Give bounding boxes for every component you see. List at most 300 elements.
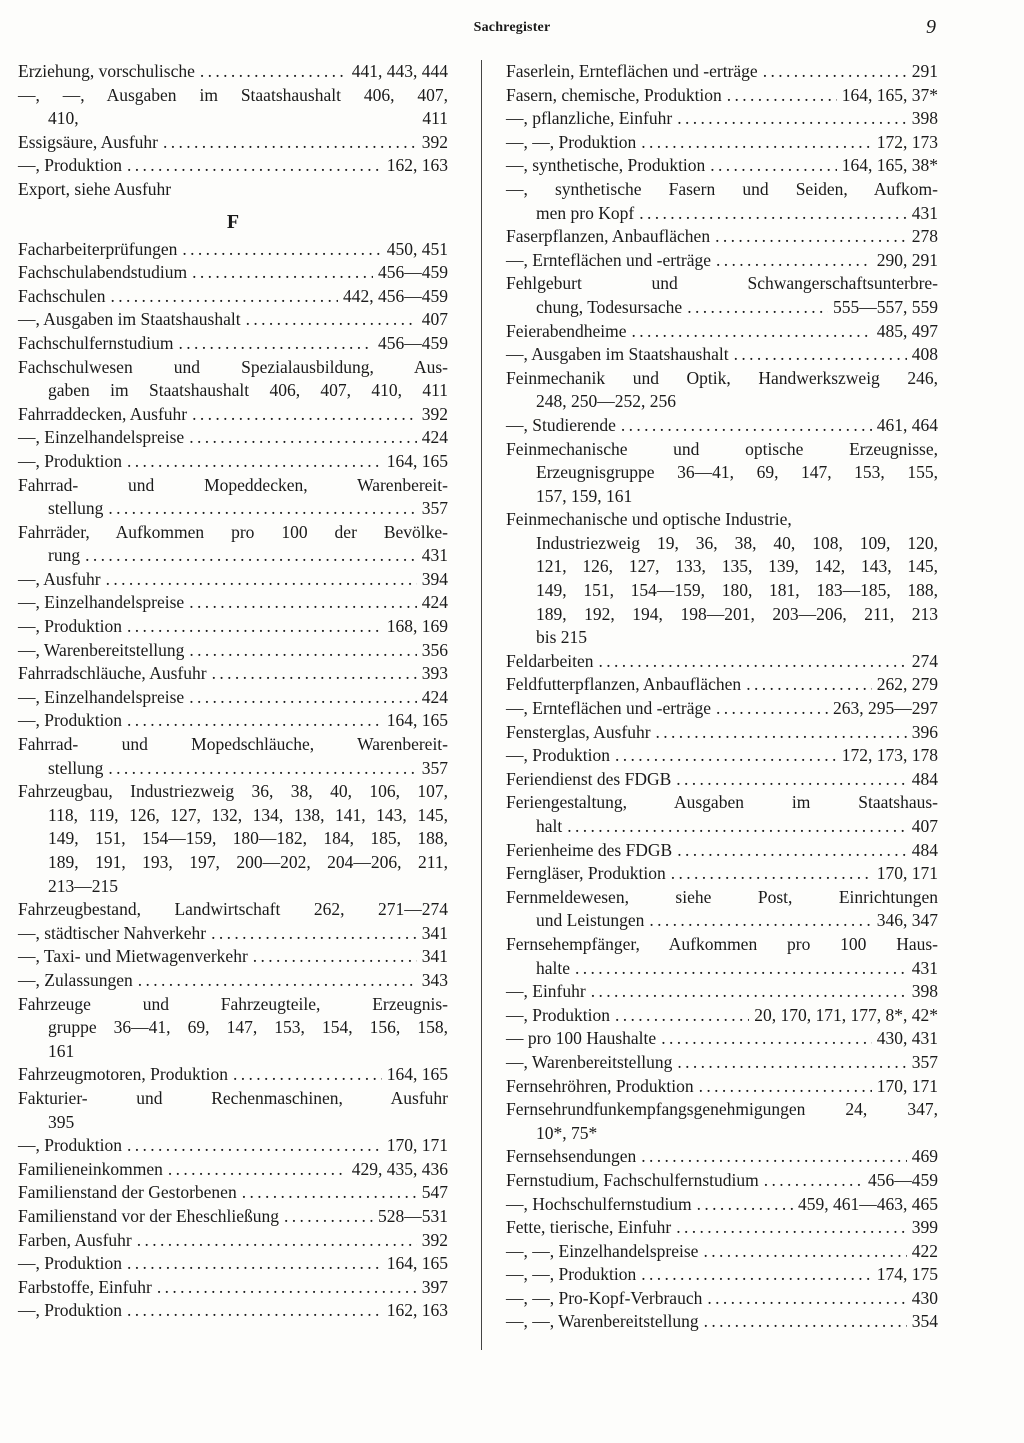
dot-leader [671,862,872,886]
page-refs: 170, 171 [386,1135,448,1156]
page-refs: 430 [911,1287,938,1308]
column-divider [481,60,482,1350]
page-refs: 164, 165 [386,1253,448,1274]
dot-leader [677,1051,906,1075]
index-term: stellung [48,757,104,778]
index-entry-line: 248, 250—252, 256 [536,391,676,412]
index-entry [506,839,938,863]
index-entry [506,1051,938,1075]
index-entry [506,957,938,981]
index-entry-line: Fahrrad- und Mopedschläuche, Warenbereit- [18,734,448,755]
page-refs: 346, 347 [876,910,938,931]
index-term: —, Hochschulfernstudium [506,1193,692,1214]
index-term: Feriendienst des FDGB [506,768,672,789]
page-refs: 397 [421,1276,448,1297]
page-refs: 485, 497 [876,320,938,341]
page-refs: 528—531 [378,1205,448,1226]
index-entry [18,686,448,710]
index-entry-line: Industriezweig 19, 36, 38, 40, 108, 109, 120, [536,532,938,553]
index-entry [18,1252,448,1276]
index-term: halt [536,816,563,836]
index-entry-line: 10*, 75* [536,1122,598,1143]
index-term: Fernstudium, Fachschulfernstudium [506,1169,759,1190]
index-entry-line: Fachschulwesen und Spezialausbildung, Aus- [18,356,448,377]
index-term: —, Ernteflächen und -erträge [506,249,712,270]
index-term: chung, Todesursache [536,296,683,317]
page-refs: 431 [911,202,938,223]
page-refs: 162, 163 [386,1300,448,1321]
index-entry [18,450,448,474]
page-refs: 174, 175 [876,1264,938,1285]
page-refs: 555—557, 559 [833,296,938,317]
dot-leader [246,308,417,332]
index-term: Fahrraddecken, Ausfuhr [18,403,188,424]
dot-leader [163,131,417,155]
page-refs: 484 [911,768,938,789]
index-entry [18,308,448,332]
index-term: Ferngläser, Produktion [506,863,666,884]
dot-leader [127,154,382,178]
index-term: —, Produktion [506,745,611,766]
index-entry [506,1145,938,1169]
page-refs: 396 [911,721,938,742]
index-term: —, Einfuhr [506,981,586,1002]
dot-leader [192,403,417,427]
index-term: Facharbeiterprüfungen [18,238,178,259]
page-refs: 484 [911,839,938,860]
index-entry-line: Fahrräder, Aufkommen pro 100 der Bevölke- [18,521,448,542]
page-refs: 424 [421,686,448,707]
index-entry [18,1063,448,1087]
index-entry [506,1004,938,1028]
index-entry [506,1310,938,1334]
index-term: —, —, Pro-Kopf-Verbrauch [506,1287,703,1308]
index-term: Fahrradschläuche, Ausfuhr [18,663,207,684]
index-entry [506,1287,938,1311]
index-term: Feldfutterpflanzen, Anbauflächen [506,674,742,695]
index-entry [506,768,938,792]
index-term: Fensterglas, Ausfuhr [506,721,651,742]
page-refs: 407 [421,309,448,330]
index-entry [506,1240,938,1264]
index-entry-line: 189, 192, 194, 198—201, 203—206, 211, 213 [536,603,938,624]
index-entry-line: Fahrzeugbau, Industriezweig 36, 38, 40, 106, 107, [18,781,448,802]
dot-leader [189,591,417,615]
dot-leader [212,662,417,686]
page-refs: 262, 279 [876,674,938,695]
dot-leader [727,84,837,108]
index-entry-line: Fahrrad- und Mopeddecken, Warenbereit- [18,474,448,495]
index-column-right [506,60,938,1334]
index-entry-line: bis 215 [536,627,588,648]
index-term: Ferienheime des FDGB [506,839,673,860]
dot-leader [127,450,382,474]
index-term: Familieneinkommen [18,1158,163,1179]
page-refs: 399 [911,1217,938,1238]
index-entry-line: Export, siehe Ausfuhr [18,178,172,199]
index-entry [18,426,448,450]
index-entry-line: 157, 159, 161 [536,485,633,506]
index-entry [506,1075,938,1099]
page-refs: 164, 165 [386,1064,448,1085]
index-term: Fette, tierische, Einfuhr [506,1217,672,1238]
dot-leader [211,922,417,946]
page-refs: 431 [421,545,448,566]
index-entry [18,131,448,155]
dot-leader [677,107,907,131]
index-term: —, Produktion [18,1253,123,1274]
index-entry [18,639,448,663]
index-term: rung [48,545,81,566]
page-refs: 459, 461—463, 465 [798,1193,938,1214]
index-entry-line: 118, 119, 126, 127, 132, 134, 138, 141, 143, 145, [48,804,448,825]
dot-leader [138,969,417,993]
dot-leader [764,1169,863,1193]
index-entry [18,261,448,285]
index-entry [18,945,448,969]
index-entry [18,709,448,733]
index-term: —, Produktion [18,450,123,471]
index-entry [506,1169,938,1193]
page-refs: 274 [911,650,938,671]
index-entry-line: Fakturier- und Rechenmaschinen, Ausfuhr [18,1087,448,1108]
index-entry-line: 213—215 [48,875,118,896]
dot-leader [615,1004,749,1028]
dot-leader [716,249,872,273]
index-entry [18,1205,448,1229]
index-term: —, Ausfuhr [18,568,101,589]
index-entry-line: Fehlgeburt und Schwangerschaftsunterbre- [506,273,938,294]
page-refs: 341 [421,922,448,943]
page-refs: 398 [911,108,938,129]
index-entry [506,84,938,108]
index-entry [506,909,938,933]
dot-leader [715,225,907,249]
index-term: Faserlein, Ernteflächen und -erträge [506,61,758,81]
dot-leader [734,343,907,367]
page-refs: 343 [421,969,448,990]
dot-leader [598,650,906,674]
dot-leader [85,544,417,568]
index-term: —, synthetische, Produktion [506,155,706,176]
index-entry [18,332,448,356]
index-entry [506,744,938,768]
dot-leader [703,1240,906,1264]
index-term: Fachschulabendstudium [18,262,188,283]
index-entry [506,225,938,249]
dot-leader [699,1075,872,1099]
page-refs: 278 [911,226,938,247]
page-refs: 429, 435, 436 [351,1158,448,1179]
index-entry [506,249,938,273]
index-entry-line: —, synthetische Fasern und Seiden, Aufkom- [506,178,938,199]
index-term: Farben, Ausfuhr [18,1229,132,1250]
index-term: —, Zulassungen [18,969,133,990]
index-entry [506,721,938,745]
index-entry [18,238,448,262]
page-refs: 456—459 [378,332,448,353]
dot-leader [575,957,907,981]
page-refs: 356 [421,639,448,660]
index-entry-line: gruppe 36—41, 69, 147, 153, 154, 156, 158, [48,1017,448,1038]
page-refs: 164, 165, 37* [841,84,938,105]
page-refs: 162, 163 [386,155,448,176]
index-term: Farbstoffe, Einfuhr [18,1276,152,1297]
index-entry-line: Fernmeldewesen, siehe Post, Einrichtungen [506,886,938,907]
index-term: —, —, Einzelhandelspreise [506,1240,699,1261]
page-refs: 291 [911,61,938,81]
page-refs: 357 [421,757,448,778]
dot-leader [649,909,871,933]
page-refs: 461, 464 [876,414,938,435]
dot-leader [127,1134,382,1158]
index-term: —, pflanzliche, Einfuhr [506,108,673,129]
page-refs: 20, 170, 171, 177, 8*, 42* [754,1004,938,1025]
index-entry [18,591,448,615]
index-entry [18,1276,448,1300]
index-term: —, —, Produktion [506,1264,637,1285]
index-entry-line: Erzeugnisgruppe 36—41, 69, 147, 153, 155, [536,462,938,483]
dot-leader [189,686,417,710]
page-refs: 170, 171 [876,1075,938,1096]
page-refs: 431 [911,957,938,978]
page-refs: 357 [911,1051,938,1072]
index-entry-line: 121, 126, 127, 133, 135, 139, 142, 143, 145, [536,556,938,577]
dot-leader [200,60,347,84]
page-refs: 407 [911,816,938,836]
index-term: Fahrzeugmotoren, Produktion [18,1064,228,1085]
index-entry [18,403,448,427]
index-term: —, Warenbereitstellung [506,1051,673,1072]
index-term: —, Ausgaben im Staatshaushalt [506,344,729,365]
index-term: Feierabendheime [506,320,627,341]
index-term: —, Einzelhandelspreise [18,592,185,613]
dot-leader [157,1276,417,1300]
dot-leader [697,1193,793,1217]
dot-leader [182,238,381,262]
index-term: —, Einzelhandelspreise [18,427,185,448]
dot-leader [192,261,373,285]
index-term: —, —, Warenbereitstellung [506,1311,699,1332]
index-entry [506,202,938,226]
dot-leader [127,709,382,733]
index-term: —, Produktion [18,616,123,637]
dot-leader [676,1216,907,1240]
index-term: Faserpflanzen, Anbauflächen [506,226,711,247]
dot-leader [127,1299,382,1323]
index-entry-line: Feinmechanische und optische Erzeugnisse, [506,438,938,459]
dot-leader [710,154,836,178]
page-refs: 172, 173, 178 [841,745,938,766]
running-title: Sachregister [473,20,551,35]
page-refs: 424 [421,592,448,613]
index-term: —, Produktion [18,155,123,176]
index-entry [18,922,448,946]
dot-leader [189,426,417,450]
page-refs: 450, 451 [386,238,448,259]
index-entry [506,862,938,886]
dot-leader [707,1287,906,1311]
index-term: stellung [48,498,104,519]
dot-leader [632,320,872,344]
index-term: —, Produktion [18,710,123,731]
dot-leader [591,980,907,1004]
dot-leader [179,332,373,356]
dot-leader [746,673,872,697]
index-entry-line: 149, 151, 154—159, 180, 181, 183—185, 188, [536,580,938,601]
page-refs: 456—459 [868,1169,938,1190]
page-refs: 469 [911,1146,938,1167]
dot-leader [639,202,907,226]
index-entry [18,1158,448,1182]
dot-leader [137,1229,417,1253]
page-refs: 164, 165 [386,450,448,471]
index-term: Fasern, chemische, Produktion [506,84,722,105]
page-refs: 263, 295—297 [833,698,938,719]
index-entry [506,980,938,1004]
index-entry [506,296,938,320]
index-term: Essigsäure, Ausfuhr [18,131,158,152]
dot-leader [677,839,907,863]
index-entry-line: Fernsehempfänger, Aufkommen pro 100 Haus- [506,933,938,954]
index-column-left [18,60,448,1323]
index-term: Familienstand vor der Eheschließung [18,1205,279,1226]
dot-leader [189,639,416,663]
dot-leader [615,744,837,768]
dot-leader [656,721,907,745]
index-entry [18,662,448,686]
index-term: und Leistungen [536,910,645,931]
index-entry [506,343,938,367]
page-refs: 170, 171 [876,863,938,884]
index-term: halte [536,957,571,978]
index-term: —, Taxi- und Mietwagenverkehr [18,946,248,967]
page-header [0,16,1024,42]
index-entry-line: Fernsehrundfunkempfangsgenehmigungen 24, 347, [506,1099,938,1120]
index-entry [506,414,938,438]
index-entry-line: 149, 151, 154—159, 180—182, 184, 185, 188, [48,828,448,849]
index-entry [506,1193,938,1217]
index-entry-line: Feinmechanische und optische Industrie, [506,509,792,530]
dot-leader [127,1252,382,1276]
dot-leader [621,414,872,438]
index-entry [506,107,938,131]
index-entry [506,320,938,344]
index-entry [18,568,448,592]
index-entry [18,497,448,521]
index-entry-line: —, —, Ausgaben im Staatshaushalt 406, 407, [18,84,448,105]
index-term: —, Studierende [506,414,616,435]
dot-leader [641,1263,871,1287]
page-number: 9 [926,16,936,38]
index-entry [18,615,448,639]
index-entry [506,697,938,721]
index-term: —, Produktion [506,1004,611,1025]
dot-leader [763,60,907,84]
page-refs: 422 [911,1240,938,1261]
page-refs: 172, 173 [876,131,938,152]
index-entry [18,1299,448,1323]
page-refs: 341 [421,946,448,967]
dot-leader [641,1145,906,1169]
index-entry [18,757,448,781]
index-term: —, —, Produktion [506,131,637,152]
index-entry-line: 189, 191, 193, 197, 200—202, 204—206, 211, [48,852,448,872]
dot-leader [108,757,416,781]
page-refs: 290, 291 [876,249,938,270]
index-entry [506,1027,938,1051]
index-term: —, Ernteflächen und -erträge [506,698,712,719]
index-entry-line: Feinmechanik und Optik, Handwerkszweig 246, [506,367,938,388]
page-refs: 357 [421,498,448,519]
page-refs: 456—459 [378,262,448,283]
index-entry [506,60,938,84]
dot-leader [687,296,828,320]
index-entry [18,60,448,84]
index-entry [18,285,448,309]
page-refs: 393 [421,663,448,684]
index-entry [506,131,938,155]
dot-leader [108,497,416,521]
dot-leader [716,697,828,721]
page-refs: 398 [911,981,938,1002]
index-entry [506,1216,938,1240]
page-refs: 430, 431 [876,1028,938,1049]
index-term: Fernsehröhren, Produktion [506,1075,694,1096]
index-entry-line: Fahrzeuge und Fahrzeugteile, Erzeugnis- [18,993,448,1014]
dot-leader [704,1310,907,1334]
index-entry-line: 410, 411 [48,108,448,129]
index-entry [18,154,448,178]
page-refs: 164, 165 [386,710,448,731]
dot-leader [253,945,417,969]
dot-leader [106,568,417,592]
index-entry [18,969,448,993]
index-entry [506,1263,938,1287]
index-term: Erziehung, vorschulische [18,61,195,81]
dot-leader [284,1205,373,1229]
index-term: —, Einzelhandelspreise [18,686,185,707]
page-refs: 168, 169 [386,616,448,637]
dot-leader [127,615,382,639]
index-entry-line: 161 [48,1040,75,1061]
index-term: — pro 100 Haushalte [506,1028,657,1049]
page-refs: 408 [911,344,938,365]
dot-leader [168,1158,347,1182]
index-entry-line: Fahrzeugbestand, Landwirtschaft 262, 271—274 [18,899,448,920]
index-entry [18,1134,448,1158]
page-refs: 392 [421,131,448,152]
index-term: Feldarbeiten [506,650,594,671]
page-refs: 441, 443, 444 [351,61,448,81]
dot-leader [110,285,338,309]
index-term: —, Ausgaben im Staatshaushalt [18,309,241,330]
page-refs: 394 [421,568,448,589]
dot-leader [233,1063,382,1087]
dot-leader [676,768,906,792]
index-entry [506,673,938,697]
index-term: Fachschulen [18,285,106,306]
page-refs: 392 [421,1229,448,1250]
index-entry-line: gaben im Staatshaushalt 406, 407, 410, 411 [48,380,448,401]
index-term: Fachschulfernstudium [18,332,174,353]
index-entry-line: Feriengestaltung, Ausgaben im Staatshaus- [506,792,938,813]
index-term: Fernsehsendungen [506,1146,637,1167]
page-refs: 354 [911,1311,938,1332]
section-letter: F [226,210,240,233]
index-entry [506,815,938,839]
index-entry [506,154,938,178]
